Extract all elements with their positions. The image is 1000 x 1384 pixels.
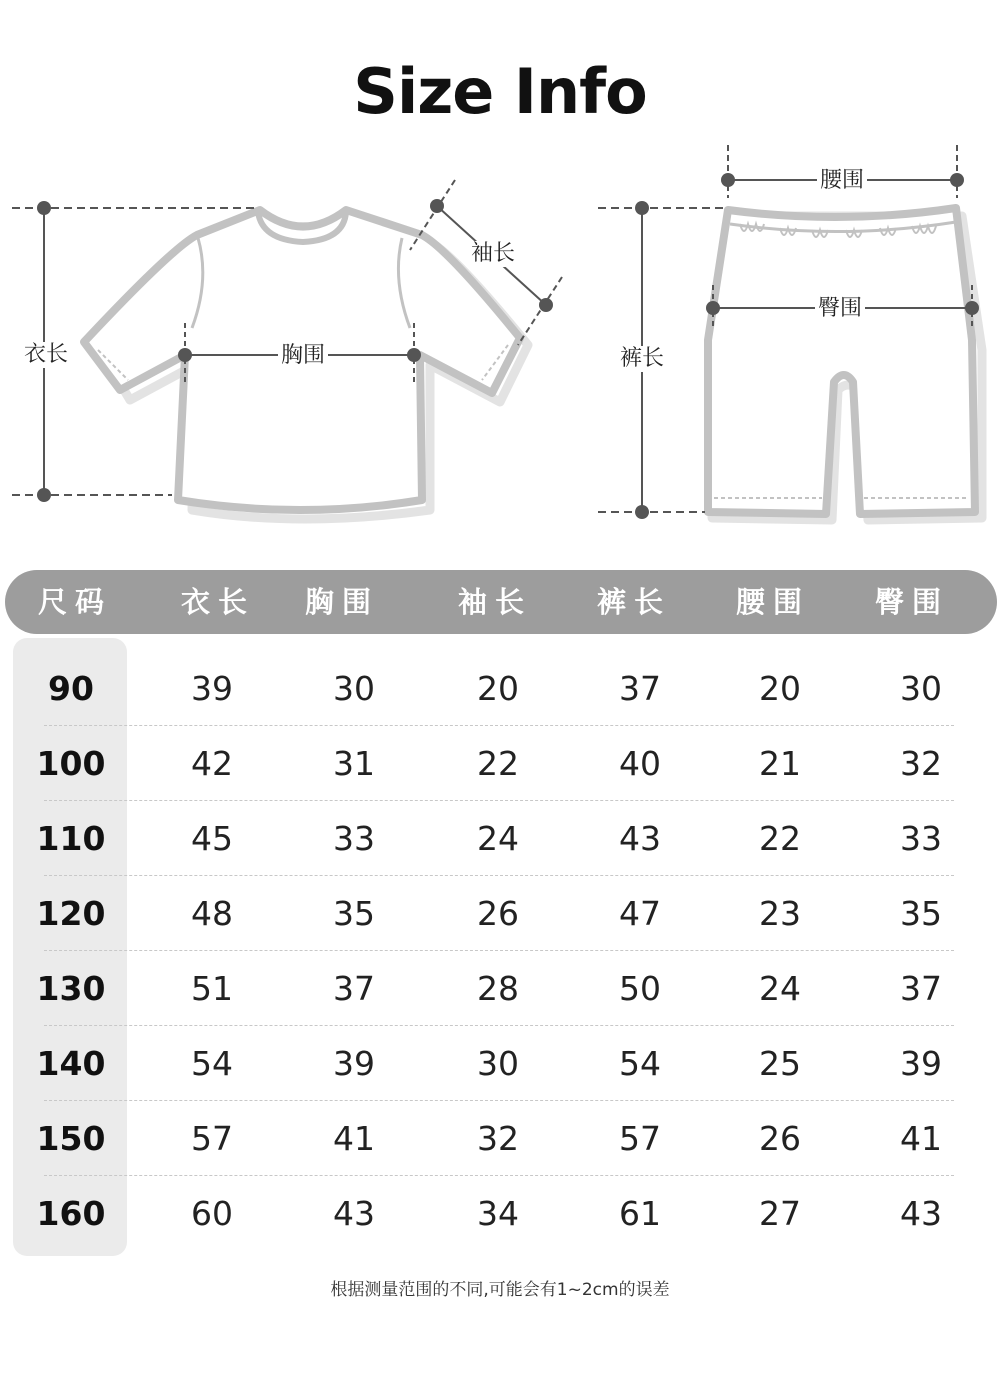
cell-sleeve: 20: [477, 669, 519, 708]
cell-chest: 39: [333, 1044, 375, 1083]
cell-chest: 30: [333, 669, 375, 708]
cell-hip: 39: [900, 1044, 942, 1083]
cell-sleeve: 22: [477, 744, 519, 783]
header-chest: 胸围: [304, 585, 379, 619]
cell-chest: 37: [333, 969, 375, 1008]
cell-pants-length: 50: [619, 969, 661, 1008]
cell-chest: 41: [333, 1119, 375, 1158]
label-hip: 臀围: [815, 296, 865, 322]
cell-pants-length: 54: [619, 1044, 661, 1083]
label-sleeve: 袖长: [468, 241, 518, 267]
cell-sleeve: 34: [477, 1194, 519, 1233]
pants-outline: [708, 208, 975, 514]
cell-hip: 43: [900, 1194, 942, 1233]
cell-chest: 35: [333, 894, 375, 933]
cell-chest: 43: [333, 1194, 375, 1233]
cell-sleeve: 26: [477, 894, 519, 933]
cell-sleeve: 28: [477, 969, 519, 1008]
cell-waist: 27: [759, 1194, 801, 1233]
measurement-diagram: [0, 140, 1000, 540]
table-row: [0, 1101, 1000, 1176]
cell-waist: 26: [759, 1119, 801, 1158]
cell-waist: 22: [759, 819, 801, 858]
header-sleeve: 袖长: [457, 585, 532, 619]
table-row: [0, 1176, 1000, 1251]
cell-size: 110: [36, 819, 106, 858]
cell-hip: 32: [900, 744, 942, 783]
cell-waist: 21: [759, 744, 801, 783]
label-pants-length: 裤长: [617, 346, 667, 372]
cell-size: 160: [36, 1194, 106, 1233]
cell-size: 130: [36, 969, 106, 1008]
cell-top-length: 48: [191, 894, 233, 933]
cell-hip: 33: [900, 819, 942, 858]
table-row: [0, 1026, 1000, 1101]
cell-chest: 33: [333, 819, 375, 858]
table-row: [0, 951, 1000, 1026]
cell-hip: 41: [900, 1119, 942, 1158]
cell-pants-length: 47: [619, 894, 661, 933]
cell-hip: 30: [900, 669, 942, 708]
cell-waist: 25: [759, 1044, 801, 1083]
cell-pants-length: 43: [619, 819, 661, 858]
cell-waist: 23: [759, 894, 801, 933]
header-size: 尺码: [37, 585, 112, 619]
cell-top-length: 45: [191, 819, 233, 858]
cell-pants-length: 40: [619, 744, 661, 783]
garment-illustration: [0, 140, 1000, 540]
cell-waist: 24: [759, 969, 801, 1008]
cell-top-length: 39: [191, 669, 233, 708]
cell-size: 150: [36, 1119, 106, 1158]
cell-top-length: 60: [191, 1194, 233, 1233]
label-chest: 胸围: [278, 343, 328, 369]
table-row: [0, 876, 1000, 951]
measurement-note: 根据测量范围的不同,可能会有1~2cm的误差: [330, 1280, 670, 1300]
header-pants-length: 裤长: [596, 585, 671, 619]
cell-top-length: 54: [191, 1044, 233, 1083]
cell-top-length: 42: [191, 744, 233, 783]
cell-chest: 31: [333, 744, 375, 783]
cell-size: 140: [36, 1044, 106, 1083]
cell-top-length: 51: [191, 969, 233, 1008]
cell-size: 120: [36, 894, 106, 933]
cell-pants-length: 37: [619, 669, 661, 708]
table-row: [0, 651, 1000, 726]
cell-sleeve: 32: [477, 1119, 519, 1158]
cell-top-length: 57: [191, 1119, 233, 1158]
header-waist: 腰围: [735, 585, 810, 619]
table-row: [0, 801, 1000, 876]
header-top-length: 衣长: [180, 585, 255, 619]
table-header: [5, 570, 997, 634]
cell-hip: 37: [900, 969, 942, 1008]
cell-pants-length: 57: [619, 1119, 661, 1158]
cell-waist: 20: [759, 669, 801, 708]
cell-pants-length: 61: [619, 1194, 661, 1233]
cell-hip: 35: [900, 894, 942, 933]
cell-size: 100: [36, 744, 106, 783]
table-row: [0, 726, 1000, 801]
cell-sleeve: 24: [477, 819, 519, 858]
header-hip: 臀围: [874, 585, 949, 619]
label-top-length: 衣长: [21, 342, 71, 368]
label-waist: 腰围: [817, 168, 867, 194]
cell-size: 90: [48, 669, 94, 708]
cell-sleeve: 30: [477, 1044, 519, 1083]
page-title: Size Info: [353, 55, 647, 128]
